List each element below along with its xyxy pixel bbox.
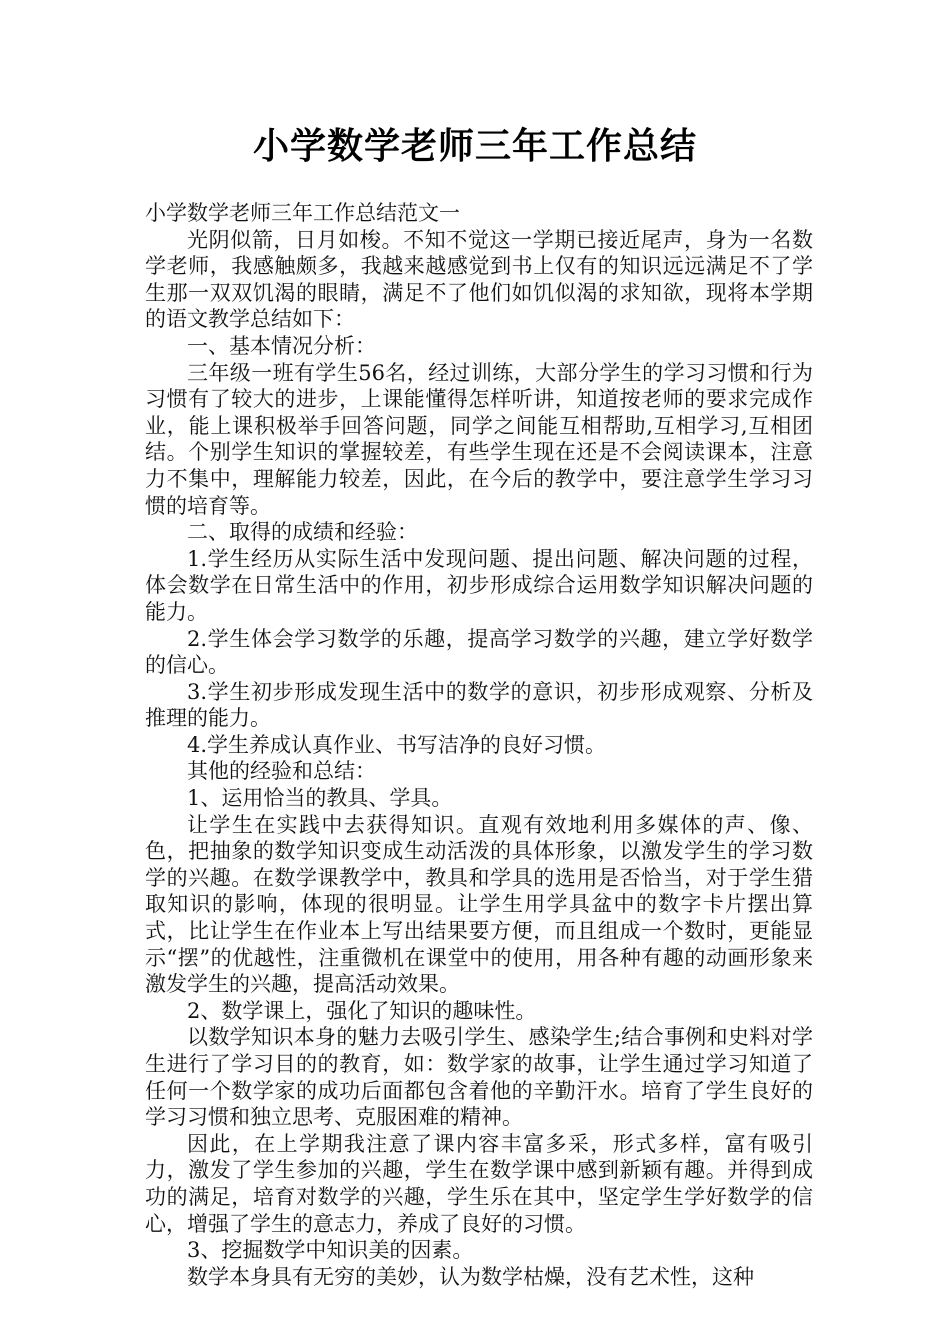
paragraph: 三年级一班有学生56名，经过训练，大部分学生的学习习惯和行为习惯有了较大的进步，上课能懂得怎样听讲，知道按老师的要求完成作业，能上课积极举手回答问题，同学之间能互相帮助,互相学习,互相团结。个别学生知识的掌握较差，有些学生现在还是不会阅读课本，注意力不集中，理解能力较差，因此，在今后的教学中，要注意学生学习习惯的培育等。: [145, 360, 813, 518]
paragraph: 光阴似箭，日月如梭。不知不觉这一学期已接近尾声，身为一名数学老师，我感触颇多，我越来越感觉到书上仅有的知识远远满足不了学生那一双双饥渴的眼睛，满足不了他们如饥似渴的求知欲，现将本学期的语文教学总结如下：: [145, 227, 813, 332]
paragraph: 4.学生养成认真作业、书写洁净的良好习惯。: [187, 732, 607, 757]
document-title: 小学数学老师三年工作总结: [252, 126, 697, 167]
paragraph: 1.学生经历从实际生活中发现问题、提出问题、解决问题的过程，体会数学在日常生活中的作用，初步形成综合运用数学知识解决问题的能力。: [145, 546, 813, 624]
document-subtitle: 小学数学老师三年工作总结范文一: [145, 201, 460, 225]
paragraph: 因此，在上学期我注意了课内容丰富多采，形式多样，富有吸引力，激发了学生参加的兴趣，学生在数学课中感到新颖有趣。并得到成功的满足，培育对数学的兴趣，学生乐在其中，坚定学生学好数学的信心，增强了学生的意志力，养成了良好的习惯。: [145, 1131, 813, 1236]
paragraph: 让学生在实践中去获得知识。直观有效地利用多媒体的声、像、色，把抽象的数学知识变成生动活泼的具体形象，以激发学生的学习数学的兴趣。在数学课教学中，教具和学具的选用是否恰当，对于学生猎取知识的影响，体现的很明显。让学生用学具盆中的数字卡片摆出算式，比让学生在作业本上写出结果要方便，而且组成一个数时，更能显示“摆”的优越性，注重微机在课堂中的使用，用各种有趣的动画形象来激发学生的兴趣，提高活动效果。: [145, 812, 813, 997]
paragraph: 2、数学课上，强化了知识的趣味性。: [187, 998, 537, 1023]
paragraph: 二、取得的成绩和经验：: [187, 520, 418, 545]
paragraph: 3、挖掘数学中知识美的因素。: [187, 1238, 474, 1263]
paragraph: 一、基本情况分析：: [187, 333, 376, 358]
paragraph: 1、运用恰当的教具、学具。: [187, 786, 453, 811]
paragraph: 3.学生初步形成发现生活中的数学的意识，初步形成观察、分析及推理的能力。: [145, 679, 813, 731]
paragraph: 2.学生体会学习数学的乐趣，提高学习数学的兴趣，建立学好数学的信心。: [145, 626, 813, 678]
document-body: [145, 200, 813, 1290]
paragraph: 其他的经验和总结：: [187, 759, 376, 784]
paragraph: 数学本身具有无穷的美妙，认为数学枯燥，没有艺术性，这种: [187, 1264, 754, 1289]
paragraph: 以数学知识本身的魅力去吸引学生、感染学生;结合事例和史料对学生进行了学习目的的教育，如：数学家的故事，让学生通过学习知道了任何一个数学家的成功后面都包含着他的辛勤汗水。培育了学生良好的学习习惯和独立思考、克服困难的精神。: [145, 1025, 813, 1130]
